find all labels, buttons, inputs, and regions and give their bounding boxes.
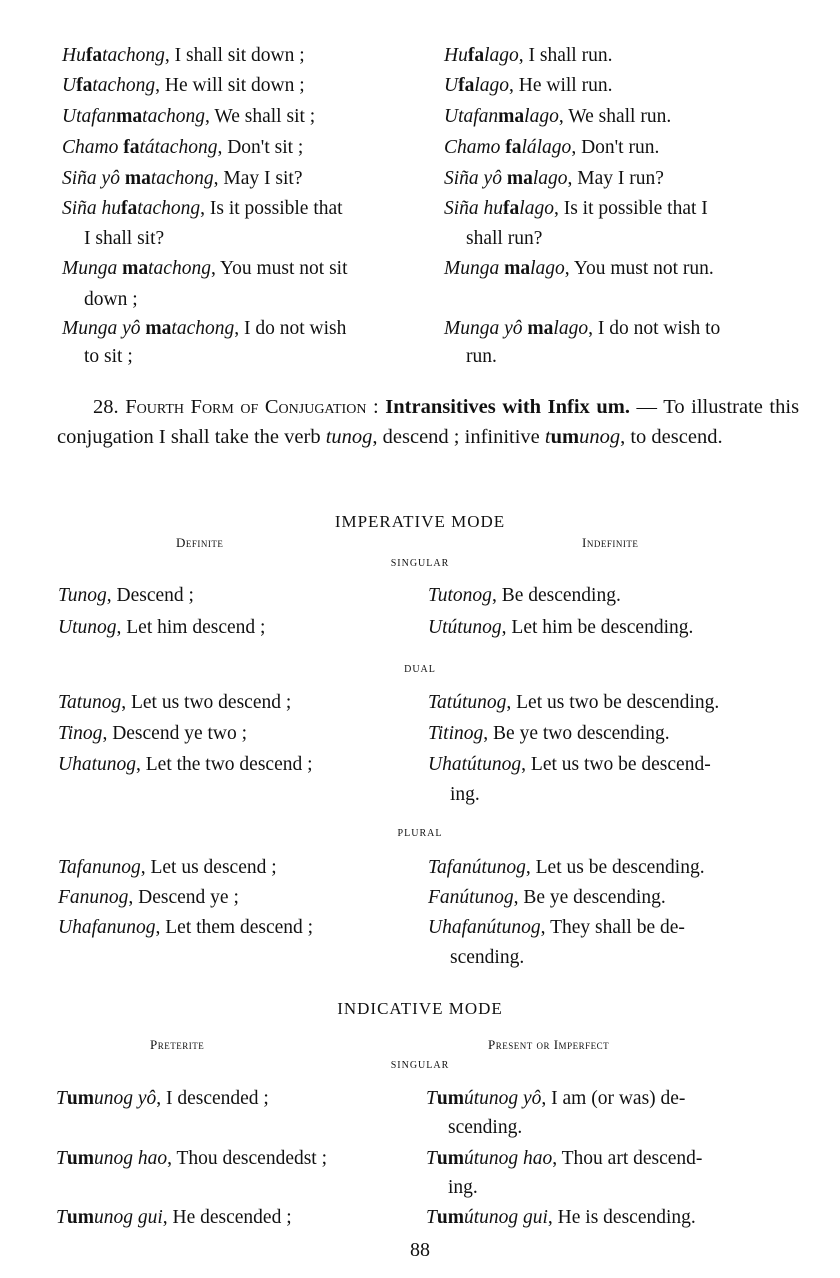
section-text-3: , to descend.	[620, 426, 723, 448]
entry-continuation-line	[62, 346, 133, 368]
entry-line	[444, 137, 659, 159]
entry-line	[444, 198, 708, 220]
translation-text: , Be ye descending.	[513, 887, 666, 908]
translation-text: , We shall run.	[558, 106, 672, 127]
entry-line	[62, 258, 348, 280]
section-heading-bold: Intransitives with Infix	[385, 396, 590, 418]
entry-continuation-line	[428, 947, 524, 969]
translation-text: down ;	[84, 289, 138, 310]
entry-line	[444, 168, 664, 190]
chamorro-form: T	[56, 1207, 67, 1228]
infix-highlight: ma	[122, 258, 149, 279]
chamorro-form: T	[426, 1148, 437, 1169]
infix-highlight: fa	[467, 45, 485, 66]
chamorro-form: lago	[474, 75, 510, 96]
translation-text: ing.	[448, 1177, 478, 1198]
chamorro-form: T	[426, 1207, 437, 1228]
infix-highlight: fa	[123, 137, 140, 158]
entry-line	[428, 917, 685, 939]
translation-text: , Thou art descend-	[552, 1148, 703, 1169]
chamorro-form: tachong	[137, 198, 201, 219]
translation-text: , I am (or was) de-	[541, 1088, 686, 1109]
infix-highlight: ma	[506, 168, 533, 189]
infix-highlight: um	[436, 1148, 464, 1169]
translation-text: , Let us be descending.	[525, 857, 705, 878]
imperative-plural-label: PLURAL	[397, 828, 443, 839]
translation-text: , Let us two be descending.	[506, 692, 720, 713]
imperative-dual-label: DUAL	[404, 664, 436, 675]
entry-line	[444, 45, 612, 67]
translation-text: , I shall sit down ;	[164, 45, 305, 66]
entry-continuation-line	[426, 1117, 522, 1139]
chamorro-form: Siña hu	[444, 198, 504, 219]
entry-line	[428, 754, 711, 776]
entry-line	[62, 168, 302, 190]
chamorro-form: lago	[484, 45, 519, 66]
chamorro-form: Uhafanunog	[58, 917, 156, 938]
entry-line	[426, 1207, 696, 1229]
section-number: 28.	[93, 396, 119, 418]
entry-line	[428, 585, 621, 607]
infix-highlight: fa	[503, 198, 520, 219]
chamorro-form: lago	[519, 198, 554, 219]
translation-text: , He will sit down ;	[155, 75, 305, 96]
translation-text: , Descend ye two ;	[102, 723, 248, 744]
chamorro-form: tachong	[92, 75, 156, 96]
chamorro-form: Chamo	[444, 137, 506, 158]
infix-highlight: ma	[527, 318, 554, 339]
entry-line	[58, 754, 313, 776]
chamorro-form: Tutonog	[428, 585, 492, 606]
chamorro-form: tátachong	[139, 137, 218, 158]
entry-line	[58, 692, 291, 714]
chamorro-form: Tunog	[58, 585, 107, 606]
infix-highlight: fa	[505, 137, 522, 158]
translation-text: scending.	[448, 1117, 523, 1138]
entry-line	[428, 692, 719, 714]
entry-line	[428, 887, 666, 909]
translation-text: , Descend ye ;	[128, 887, 239, 908]
imperative-mode-title: IMPERATIVE MODE	[334, 512, 506, 531]
indicative-mode-title: INDICATIVE MODE	[337, 999, 503, 1018]
entry-line	[56, 1148, 327, 1170]
translation-text: I shall sit?	[84, 228, 165, 249]
translation-text: , May I run?	[567, 168, 664, 189]
section-28-paragraph	[57, 392, 799, 452]
translation-text: , Don't sit ;	[217, 137, 304, 158]
infix-highlight: fa	[76, 75, 93, 96]
chamorro-form: Tatútunog	[428, 692, 507, 713]
chamorro-form: tachong	[148, 258, 211, 279]
entry-line	[56, 1207, 292, 1229]
translation-text: , Thou descendedst ;	[167, 1148, 328, 1169]
chamorro-form: T	[426, 1088, 437, 1109]
infinitive-rest: unog	[579, 426, 621, 448]
chamorro-form: unog hao	[93, 1148, 168, 1169]
entry-line	[444, 258, 714, 280]
chamorro-form: lago	[530, 258, 565, 279]
chamorro-form: Siña hu	[62, 198, 122, 219]
translation-text: , He is descending.	[547, 1207, 696, 1228]
chamorro-form: U	[444, 75, 459, 96]
chamorro-form: Utafan	[444, 106, 499, 127]
chamorro-form: Munga yô	[62, 318, 146, 339]
translation-text: scending.	[450, 947, 525, 968]
page-number: 88	[410, 1239, 430, 1261]
infix-highlight: fa	[121, 198, 138, 219]
translation-text: ing.	[450, 784, 480, 805]
chamorro-form: lago	[524, 106, 559, 127]
infix-highlight: um	[436, 1088, 464, 1109]
entry-line	[62, 198, 343, 220]
translation-text: , Let them descend ;	[155, 917, 314, 938]
infix-highlight: um	[66, 1088, 94, 1109]
entry-line	[62, 45, 305, 67]
entry-line	[428, 857, 705, 879]
infix-label: um.	[596, 396, 630, 418]
chamorro-form: unog yô	[93, 1088, 157, 1109]
translation-text: , Let him descend ;	[116, 617, 266, 638]
translation-text: , Is it possible that	[200, 198, 343, 219]
entry-line	[428, 617, 693, 639]
indicative-present-header: Present or Imperfect	[488, 1037, 610, 1052]
chamorro-form: tachong	[102, 45, 165, 66]
chamorro-form: Tafanútunog	[428, 857, 526, 878]
entry-line	[62, 137, 303, 159]
translation-text: , Be descending.	[491, 585, 621, 606]
entry-line	[444, 106, 671, 128]
chamorro-form: tachong	[150, 168, 214, 189]
translation-text: , You must not sit	[210, 258, 348, 279]
translation-text: , I descended ;	[156, 1088, 269, 1109]
chamorro-form: Munga yô	[444, 318, 528, 339]
entry-line	[56, 1088, 269, 1110]
section-text-1: — To illustrate this conjugation I shall take the verb	[57, 396, 800, 448]
chamorro-form: Titinog	[428, 723, 484, 744]
translation-text: , Be ye two descending.	[483, 723, 670, 744]
entry-line	[58, 617, 265, 639]
entry-line	[62, 106, 315, 128]
chamorro-form: Munga	[62, 258, 123, 279]
translation-text: , You must not run.	[564, 258, 714, 279]
chamorro-form: lago	[532, 168, 568, 189]
translation-text: , I do not wish to	[588, 318, 721, 339]
chamorro-form: T	[56, 1148, 67, 1169]
entry-continuation-line	[444, 346, 497, 368]
entry-continuation-line	[428, 784, 480, 806]
imperative-definite-header: Definite	[176, 535, 224, 550]
chamorro-form: Uhatútunog	[428, 754, 522, 775]
entry-line	[58, 857, 277, 879]
translation-text: , He descended ;	[162, 1207, 292, 1228]
chamorro-form: Chamo	[62, 137, 124, 158]
translation-text: , Let us descend ;	[140, 857, 277, 878]
section-heading: Fourth Form of Conjugation :	[125, 396, 379, 418]
infix-highlight: um	[66, 1207, 94, 1228]
imperative-indefinite-header: Indefinite	[582, 535, 639, 550]
chamorro-form: Siña yô	[62, 168, 125, 189]
entry-continuation-line	[426, 1177, 478, 1199]
translation-text: , Descend ;	[106, 585, 194, 606]
chamorro-form: Siña yô	[444, 168, 507, 189]
translation-text: , Let us two descend ;	[121, 692, 292, 713]
chamorro-form: tachong	[142, 106, 205, 127]
chamorro-form: útunog yô	[463, 1088, 542, 1109]
translation-text: , They shall be de-	[540, 917, 685, 938]
chamorro-form: Fanunog	[58, 887, 129, 908]
entry-continuation-line	[62, 228, 164, 250]
chamorro-form: Uhafanútunog	[428, 917, 541, 938]
translation-text: , Don't run.	[571, 137, 660, 158]
entry-continuation-line	[62, 289, 138, 311]
entry-line	[58, 887, 239, 909]
translation-text: , Let the two descend ;	[136, 754, 313, 775]
infix-highlight: fa	[85, 45, 103, 66]
translation-text: , Let him be descending.	[501, 617, 694, 638]
chamorro-form: Tatunog	[58, 692, 122, 713]
entry-continuation-line	[444, 228, 542, 250]
infix-highlight: um	[66, 1148, 94, 1169]
infix-highlight: fa	[458, 75, 475, 96]
translation-text: , We shall sit ;	[205, 106, 316, 127]
chamorro-form: Hu	[62, 45, 86, 66]
infix-highlight: ma	[145, 318, 172, 339]
translation-text: , Is it possible that I	[553, 198, 708, 219]
chamorro-form: útunog gui	[463, 1207, 548, 1228]
chamorro-form: Hu	[444, 45, 468, 66]
translation-text: shall run?	[466, 228, 543, 249]
chamorro-form: Uhatunog	[58, 754, 136, 775]
translation-text: , May I sit?	[213, 168, 303, 189]
entry-line	[62, 75, 305, 97]
infix-highlight: ma	[116, 106, 143, 127]
infix-highlight: um	[436, 1207, 464, 1228]
imperative-singular-label: SINGULAR	[390, 558, 450, 569]
translation-text: , I shall run.	[518, 45, 613, 66]
chamorro-form: T	[56, 1088, 67, 1109]
chamorro-form: tachong	[171, 318, 235, 339]
entry-line	[58, 917, 313, 939]
chamorro-form: Utafan	[62, 106, 117, 127]
translation-text: , He will run.	[509, 75, 613, 96]
chamorro-form: lálago	[521, 137, 572, 158]
chamorro-form: Tafanunog	[58, 857, 141, 878]
indicative-singular-label: SINGULAR	[390, 1060, 450, 1071]
entry-line	[58, 723, 247, 745]
entry-line	[426, 1148, 702, 1170]
entry-line	[58, 585, 194, 607]
entry-line	[444, 75, 612, 97]
translation-text: run.	[466, 346, 497, 367]
chamorro-form: lago	[553, 318, 589, 339]
chamorro-form: Munga	[444, 258, 505, 279]
chamorro-form: Utútunog	[428, 617, 502, 638]
indicative-preterite-header: Preterite	[150, 1037, 205, 1052]
infix-highlight: ma	[498, 106, 525, 127]
entry-line	[426, 1088, 685, 1110]
chamorro-form: unog gui	[93, 1207, 163, 1228]
section-text-2: , descend ; infinitive	[372, 426, 545, 448]
chamorro-form: útunog hao	[463, 1148, 553, 1169]
translation-text: , Let us two be descend-	[521, 754, 711, 775]
chamorro-form: Tinog	[58, 723, 103, 744]
infix-highlight: ma	[124, 168, 151, 189]
chamorro-form: U	[62, 75, 77, 96]
chamorro-form: Fanútunog	[428, 887, 514, 908]
translation-text: to sit ;	[84, 346, 133, 367]
entry-line	[62, 318, 346, 340]
infinitive-prefix: t	[544, 426, 551, 448]
infix-highlight: ma	[504, 258, 531, 279]
entry-line	[444, 318, 720, 340]
verb-tunog: tunog	[325, 426, 373, 448]
infinitive-infix: um	[550, 426, 580, 448]
chamorro-form: Utunog	[58, 617, 117, 638]
translation-text: , I do not wish	[234, 318, 347, 339]
entry-line	[428, 723, 670, 745]
